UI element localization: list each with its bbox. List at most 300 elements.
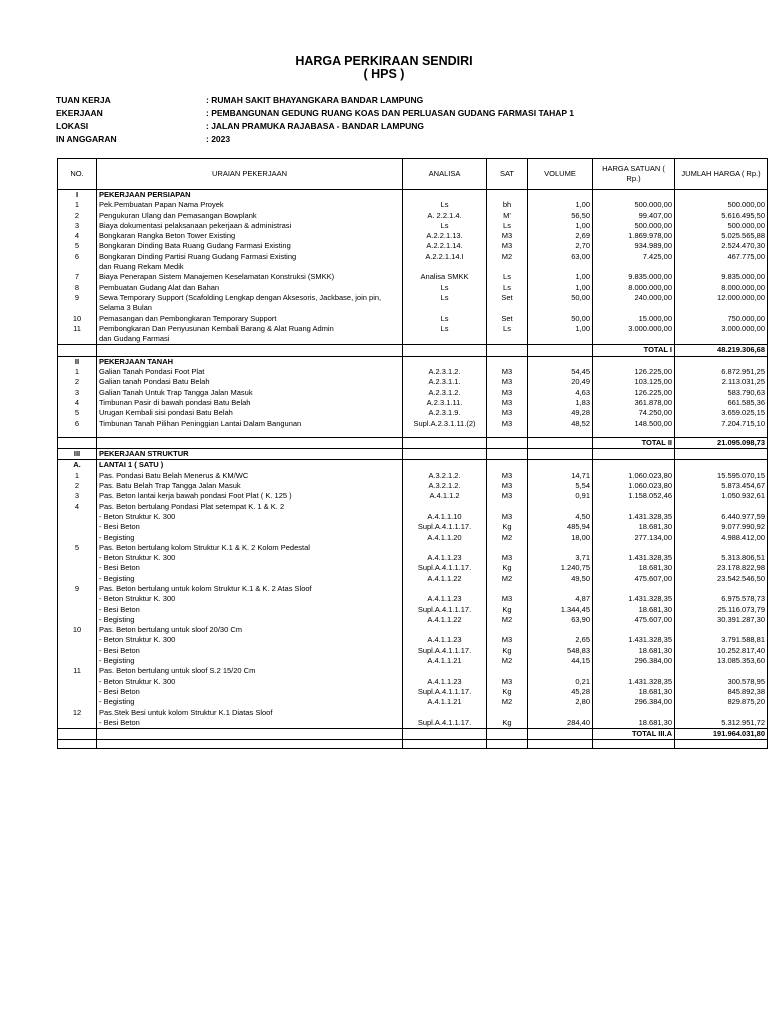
cell-analysis: A.3.2.1.2. (403, 471, 487, 481)
cell-description: Timbunan Pasir di bawah pondasi Batu Belah (97, 398, 403, 408)
cell-total-price: 3.659.025,15 (675, 408, 768, 418)
cell-analysis: A.4.1.1.23 (403, 553, 487, 563)
cell-total-price (675, 356, 768, 367)
cell-unit (487, 437, 528, 448)
cell-volume: 284,40 (528, 718, 593, 729)
cell-volume (528, 356, 593, 367)
info-label: TUAN KERJA (56, 95, 111, 105)
cell-no (58, 533, 97, 543)
cell-no: 1 (58, 367, 97, 377)
cell-analysis (403, 625, 487, 635)
cell-unit-price (593, 543, 675, 553)
cell-unit-price (593, 625, 675, 635)
table-row (58, 314, 768, 324)
cell-analysis: Supl.A.4.1.1.17. (403, 718, 487, 729)
cell-analysis: A.4.1.1.23 (403, 677, 487, 687)
cell-unit-price: 74.250,00 (593, 408, 675, 418)
cell-total-price: 3.000.000,00 (675, 324, 768, 334)
table-row (58, 491, 768, 501)
cell-analysis: A.2.3.1.2. (403, 367, 487, 377)
cell-no: 12 (58, 708, 97, 718)
cell-unit: Ls (487, 283, 528, 293)
cell-analysis (403, 543, 487, 553)
total-row (58, 345, 768, 356)
info-value: : PEMBANGUNAN GEDUNG RUANG KOAS DAN PERLUASAN GUDANG FARMASI TAHAP 1 (206, 108, 575, 118)
cell-analysis: Analisa SMKK (403, 272, 487, 282)
cell-no: II (58, 356, 97, 367)
cell-unit: M3 (487, 471, 528, 481)
section-row (58, 449, 768, 460)
cell-description: Bongkaran Dinding Bata Ruang Gudang Farmasi Existing (97, 241, 403, 251)
header-no: NO. (58, 159, 97, 190)
cell-total-price: 9.077.990,92 (675, 522, 768, 532)
cell-unit-price: 99.407,00 (593, 211, 675, 221)
cell-description: - Besi Beton (97, 687, 403, 697)
cell-volume: 48,52 (528, 419, 593, 429)
cell-description: Pas. Beton bertulang Pondasi Plat setempat K. 1 & K. 2 (97, 502, 403, 512)
table-row (58, 388, 768, 398)
cell-analysis: A.4.1.1.23 (403, 594, 487, 604)
table-row (58, 687, 768, 697)
cell-description: Pas. Batu Belah Trap Tangga Jalan Masuk (97, 481, 403, 491)
cell-total-price: 5.025.565,88 (675, 231, 768, 241)
cell-unit: Kg (487, 687, 528, 697)
cell-unit-price (593, 708, 675, 718)
cell-description: Biaya dokumentasi pelaksanaan pekerjaan & administrasi (97, 221, 403, 231)
cell-volume (528, 303, 593, 313)
cell-description: Pek.Pembuatan Papan Nama Proyek (97, 200, 403, 210)
cell-total-price: 2.524.470,30 (675, 241, 768, 251)
header-description: URAIAN PEKERJAAN (97, 159, 403, 190)
cell-volume (528, 190, 593, 201)
cell-total-price: 30.391.287,30 (675, 615, 768, 625)
cell-no: 3 (58, 221, 97, 231)
cell-unit-price (593, 429, 675, 438)
cell-volume: 4,50 (528, 512, 593, 522)
cell-analysis (403, 262, 487, 272)
cell-unit-price (593, 666, 675, 676)
cell-unit-price: 500.000,00 (593, 200, 675, 210)
cell-total-price: 13.085.353,60 (675, 656, 768, 666)
cell-volume: 0,21 (528, 677, 593, 687)
table-row (58, 502, 768, 512)
cell-analysis: Supl.A.4.1.1.17. (403, 687, 487, 697)
cell-unit-price: 240.000,00 (593, 293, 675, 303)
cell-no: A. (58, 460, 97, 471)
cell-no (58, 646, 97, 656)
cell-analysis: A.4.1.1.22 (403, 615, 487, 625)
cell-unit (487, 334, 528, 345)
cell-description: Pas. Beton bertulang untuk kolom Struktur K.1 & K. 2 Atas Sloof (97, 584, 403, 594)
table-row (58, 677, 768, 687)
cell-description: Galian Tanah Pondasi Foot Plat (97, 367, 403, 377)
cell-unit: M3 (487, 367, 528, 377)
cell-analysis: A.4.1.1.2 (403, 491, 487, 501)
cell-unit-price (593, 190, 675, 201)
cell-unit (487, 449, 528, 460)
cell-volume: 1,83 (528, 398, 593, 408)
cell-unit-price: 18.681,30 (593, 646, 675, 656)
cell-volume (528, 449, 593, 460)
cell-no: 4 (58, 231, 97, 241)
cell-volume: 20,49 (528, 377, 593, 387)
cell-unit-price: 9.835.000,00 (593, 272, 675, 282)
table-row (58, 429, 768, 438)
cell-total-price: 2.113.031,25 (675, 377, 768, 387)
cell-unit-price: 148.500,00 (593, 419, 675, 429)
cell-volume: 56,50 (528, 211, 593, 221)
cell-total-price (675, 740, 768, 749)
cell-unit (487, 345, 528, 356)
table-row (58, 200, 768, 210)
cell-unit-price: 1.158.052,46 (593, 491, 675, 501)
table-row (58, 625, 768, 635)
table-body (58, 190, 768, 749)
cell-no (58, 563, 97, 573)
table-row (58, 293, 768, 303)
cell-unit: Kg (487, 646, 528, 656)
cell-analysis: A.4.1.1.23 (403, 635, 487, 645)
cell-analysis: A.4.1.1.21 (403, 656, 487, 666)
cell-volume (528, 666, 593, 676)
cell-total-price: 23.178.822,98 (675, 563, 768, 573)
table-row (58, 574, 768, 584)
table-row (58, 408, 768, 418)
cell-unit-price: 1.060.023,80 (593, 481, 675, 491)
cell-no (58, 512, 97, 522)
cell-volume: 14,71 (528, 471, 593, 481)
cell-unit: Kg (487, 718, 528, 729)
cell-unit-price: 934.989,00 (593, 241, 675, 251)
table-row (58, 419, 768, 429)
cell-description: PEKERJAAN PERSIAPAN (97, 190, 403, 201)
table-row (58, 262, 768, 272)
table-row (58, 272, 768, 282)
info-label: EKERJAAN (56, 108, 103, 118)
cell-analysis: Supl.A.4.1.1.17. (403, 563, 487, 573)
cell-unit-price (593, 334, 675, 345)
cell-no (58, 656, 97, 666)
cell-description: PEKERJAAN STRUKTUR (97, 449, 403, 460)
cell-unit-price: 296.384,00 (593, 656, 675, 666)
cell-unit-price: 126.225,00 (593, 367, 675, 377)
cell-total-price: 9.835.000,00 (675, 272, 768, 282)
info-label: IN ANGGARAN (56, 134, 117, 144)
header-total-price: JUMLAH HARGA ( Rp.) (675, 159, 768, 190)
cell-total-price (675, 460, 768, 471)
cell-analysis (403, 460, 487, 471)
cell-no (58, 687, 97, 697)
cell-unit (487, 584, 528, 594)
cell-volume: 50,00 (528, 293, 593, 303)
cell-unit: M3 (487, 553, 528, 563)
cell-unit-price: 103.125,00 (593, 377, 675, 387)
cell-volume (528, 543, 593, 553)
cell-unit-price: 7.425,00 (593, 252, 675, 262)
table-row (58, 605, 768, 615)
cell-total-price: 5.616.495,50 (675, 211, 768, 221)
cell-no: 6 (58, 419, 97, 429)
cell-analysis: A.4.1.1.21 (403, 697, 487, 707)
cell-unit-price: 18.681,30 (593, 563, 675, 573)
cell-unit: M3 (487, 398, 528, 408)
cell-no: 11 (58, 324, 97, 334)
cell-volume (528, 334, 593, 345)
cell-volume (528, 429, 593, 438)
cell-total-price: 3.791.588,81 (675, 635, 768, 645)
cell-analysis (403, 437, 487, 448)
cell-total-price: 500.000,00 (675, 200, 768, 210)
cell-total-price: 5.873.454,67 (675, 481, 768, 491)
cell-no (58, 262, 97, 272)
cell-description: - Besi Beton (97, 646, 403, 656)
cell-analysis: A.2.3.1.2. (403, 388, 487, 398)
cell-unit: M3 (487, 241, 528, 251)
cell-no (58, 437, 97, 448)
cell-no (58, 429, 97, 438)
cell-volume: 50,00 (528, 314, 593, 324)
cell-total-price (675, 584, 768, 594)
cell-no: 5 (58, 408, 97, 418)
cell-description: PEKERJAAN TANAH (97, 356, 403, 367)
document-title: HARGA PERKIRAAN SENDIRI (295, 54, 473, 68)
cell-total-price: 21.095.098,73 (675, 437, 768, 448)
cell-volume (528, 740, 593, 749)
cell-description: - Begisting (97, 656, 403, 666)
cell-volume (528, 625, 593, 635)
cell-unit: M3 (487, 677, 528, 687)
cell-no (58, 574, 97, 584)
cell-unit: Set (487, 314, 528, 324)
cell-unit (487, 190, 528, 201)
header-unit: SAT (487, 159, 528, 190)
table-row (58, 656, 768, 666)
cell-analysis: A.2.2.1.14.I (403, 252, 487, 262)
cell-description: - Besi Beton (97, 522, 403, 532)
cell-description: LANTAI 1 ( SATU ) (97, 460, 403, 471)
cell-no: 1 (58, 471, 97, 481)
cell-volume: 1,00 (528, 272, 593, 282)
info-value: : RUMAH SAKIT BHAYANGKARA BANDAR LAMPUNG (206, 95, 424, 105)
cell-unit (487, 708, 528, 718)
cell-no: III (58, 449, 97, 460)
cell-unit-price: 1.431.328,35 (593, 512, 675, 522)
cell-unit: M3 (487, 408, 528, 418)
cell-description (97, 429, 403, 438)
cell-unit: M2 (487, 252, 528, 262)
cell-total-price (675, 708, 768, 718)
total-row (58, 437, 768, 448)
cell-volume: 0,91 (528, 491, 593, 501)
cell-description: Pengukuran Ulang dan Pemasangan Bowplank (97, 211, 403, 221)
cell-description: Galian tanah Pondasi Batu Belah (97, 377, 403, 387)
cell-unit (487, 543, 528, 553)
info-row-job (56, 107, 756, 120)
cell-total-price: 5.312.951,72 (675, 718, 768, 729)
cell-unit: Kg (487, 605, 528, 615)
cell-description: - Begisting (97, 574, 403, 584)
cell-unit-price: 475.607,00 (593, 615, 675, 625)
cell-no: 4 (58, 398, 97, 408)
cell-unit-price: 18.681,30 (593, 718, 675, 729)
cell-unit-price: TOTAL III.A (593, 729, 675, 740)
cell-total-price (675, 429, 768, 438)
cell-description (97, 740, 403, 749)
cell-unit: bh (487, 200, 528, 210)
cell-unit-price: TOTAL II (593, 437, 675, 448)
cell-no (58, 697, 97, 707)
cell-unit (487, 502, 528, 512)
cell-unit: M3 (487, 377, 528, 387)
table-row (58, 211, 768, 221)
cell-no: 4 (58, 502, 97, 512)
table-row (58, 481, 768, 491)
cell-unit: Kg (487, 522, 528, 532)
cell-total-price: 25.116.073,79 (675, 605, 768, 615)
cell-analysis: A.4.1.1.22 (403, 574, 487, 584)
table-row (58, 543, 768, 553)
cell-unit-price: 1.431.328,35 (593, 594, 675, 604)
cell-volume (528, 729, 593, 740)
cell-unit-price: 1.431.328,35 (593, 635, 675, 645)
table-row (58, 708, 768, 718)
cell-total-price (675, 449, 768, 460)
cell-unit (487, 303, 528, 313)
cell-description: - Beton Struktur K. 300 (97, 594, 403, 604)
cell-volume (528, 584, 593, 594)
cell-unit-price: 1.060.023,80 (593, 471, 675, 481)
cell-analysis: Ls (403, 221, 487, 231)
cell-unit: M3 (487, 594, 528, 604)
cell-unit-price: 15.000,00 (593, 314, 675, 324)
cell-description: - Besi Beton (97, 563, 403, 573)
cell-unit-price: 3.000.000,00 (593, 324, 675, 334)
cell-no (58, 605, 97, 615)
cell-analysis: Ls (403, 200, 487, 210)
cell-no (58, 635, 97, 645)
table-row (58, 283, 768, 293)
table-row (58, 615, 768, 625)
cell-analysis (403, 356, 487, 367)
table-row (58, 584, 768, 594)
cell-total-price (675, 303, 768, 313)
cell-no: 6 (58, 252, 97, 262)
cell-no: 8 (58, 283, 97, 293)
cell-volume: 2,69 (528, 231, 593, 241)
cell-no: 9 (58, 584, 97, 594)
cell-volume: 1,00 (528, 200, 593, 210)
cell-analysis: Supl.A.4.1.1.17. (403, 646, 487, 656)
cell-description: Pas.Stek Besi untuk kolom Struktur K.1 Diatas Sloof (97, 708, 403, 718)
cell-description: Timbunan Tanah Pilihan Peninggian Lantai Dalam Bangunan (97, 419, 403, 429)
header-unit-price: HARGA SATUAN ( Rp.) (593, 159, 675, 190)
cell-no: 7 (58, 272, 97, 282)
cell-analysis (403, 449, 487, 460)
cell-description: Pas. Beton lantai kerja bawah pondasi Foot Plat ( K. 125 ) (97, 491, 403, 501)
cell-no (58, 522, 97, 532)
cell-total-price: 15.595.070,15 (675, 471, 768, 481)
table-row (58, 563, 768, 573)
cell-total-price (675, 334, 768, 345)
cell-no (58, 334, 97, 345)
cell-unit: M2 (487, 533, 528, 543)
cell-volume (528, 262, 593, 272)
cell-no: 2 (58, 211, 97, 221)
cell-analysis: Supl.A.4.1.1.17. (403, 522, 487, 532)
cell-total-price (675, 502, 768, 512)
info-row-location (56, 120, 756, 133)
cell-total-price: 845.892,38 (675, 687, 768, 697)
cell-unit: Ls (487, 272, 528, 282)
cell-unit: M3 (487, 419, 528, 429)
cell-description (97, 437, 403, 448)
cell-description (97, 345, 403, 356)
cell-unit-price: 1.431.328,35 (593, 677, 675, 687)
cell-unit (487, 429, 528, 438)
cell-unit-price: 18.681,30 (593, 522, 675, 532)
cell-total-price: 6.440.977,59 (675, 512, 768, 522)
info-value: : JALAN PRAMUKA RAJABASA - BANDAR LAMPUNG (206, 121, 425, 131)
table-row (58, 367, 768, 377)
cell-description: Pas. Beton bertulang kolom Struktur K.1 & K. 2 Kolom Pedestal (97, 543, 403, 553)
cell-analysis: A.4.1.1.20 (403, 533, 487, 543)
cell-volume: 485,94 (528, 522, 593, 532)
cell-unit-price: 126.225,00 (593, 388, 675, 398)
cell-unit (487, 729, 528, 740)
cell-unit-price: 18.681,30 (593, 687, 675, 697)
cell-volume: 3,71 (528, 553, 593, 563)
table-row (58, 231, 768, 241)
cell-description: - Beton Struktur K. 300 (97, 553, 403, 563)
table-header (58, 159, 768, 190)
cell-unit: M2 (487, 697, 528, 707)
cell-volume: 1.240,75 (528, 563, 593, 573)
cell-unit: Ls (487, 324, 528, 334)
cell-analysis: A.4.1.1.10 (403, 512, 487, 522)
table-row (58, 533, 768, 543)
cell-description: Pas. Beton bertulang untuk sloof 20/30 Cm (97, 625, 403, 635)
cell-total-price: 6.975.578,73 (675, 594, 768, 604)
table-row (58, 221, 768, 231)
cell-unit (487, 740, 528, 749)
cell-unit: M3 (487, 481, 528, 491)
cell-volume (528, 460, 593, 471)
cell-no: 11 (58, 666, 97, 676)
cell-total-price: 6.872.951,25 (675, 367, 768, 377)
cell-volume (528, 437, 593, 448)
cell-volume (528, 502, 593, 512)
cell-description: dan Ruang Rekam Medik (97, 262, 403, 272)
header-volume: VOLUME (528, 159, 593, 190)
cell-volume: 1.344,45 (528, 605, 593, 615)
cell-description: - Begisting (97, 615, 403, 625)
info-row-budget-year (56, 133, 756, 146)
cell-volume: 49,50 (528, 574, 593, 584)
cell-analysis (403, 708, 487, 718)
cell-total-price (675, 666, 768, 676)
cell-description: Galian Tanah Untuk Trap Tangga Jalan Masuk (97, 388, 403, 398)
cell-total-price: 12.000.000,00 (675, 293, 768, 303)
table-row (58, 303, 768, 313)
cell-unit-price (593, 262, 675, 272)
cell-description: Urugan Kembali sisi pondasi Batu Belah (97, 408, 403, 418)
cell-no: 1 (58, 200, 97, 210)
cell-unit: M3 (487, 388, 528, 398)
cell-unit: M' (487, 211, 528, 221)
cell-description: - Begisting (97, 697, 403, 707)
project-info (56, 94, 756, 146)
header-analysis: ANALISA (403, 159, 487, 190)
